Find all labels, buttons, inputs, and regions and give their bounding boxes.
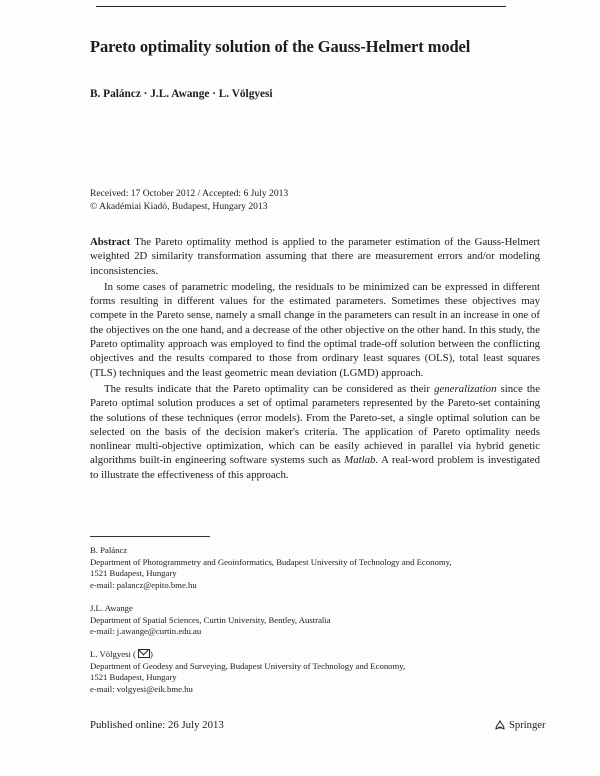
affiliation-name: L. Völgyesi [90,649,131,659]
published-online: Published online: 26 July 2013 [90,719,224,731]
close-paren: ) [149,649,153,659]
abstract-paragraph-3 [90,382,540,482]
author-list: B. Paláncz · J.L. Awange · L. Völgyesi [90,88,273,100]
received-block [90,188,288,213]
affiliation-awange [90,603,560,638]
abstract-text-3c: . A real-word problem is investigated to illustrate the effectiveness of this approach. [90,454,540,481]
abstract-label: Abstract [90,236,131,248]
publisher-logo [494,719,545,731]
affiliation-address: 1521 Budapest, Hungary [90,672,177,683]
affiliation-name: B. Paláncz [90,545,128,555]
affiliation-department: Department of Photogrammetry and Geoinformatics, Budapest University of Technology and Economy, [90,556,452,567]
affiliation-email[interactable]: e-mail: volgyesi@eik.bme.hu [90,683,193,694]
abstract-text-3a: The results indicate that the Pareto optimality can be considered as their [104,382,435,395]
affiliation-volgyesi [90,649,560,695]
corresponding-author-envelope-icon [138,649,150,658]
springer-logo-icon [494,719,506,731]
open-paren: ( [133,649,136,659]
abstract-text-1: The Pareto optimality method is applied to the parameter estimation of the Gauss-Helmert weighted 2D similarity transformation assuming that there are measurement errors and/or modeling inconsistencies. [90,236,541,277]
copyright-line: © Akadémiai Kiadó, Budapest, Hungary 2013 [90,200,268,212]
affiliation-address: 1521 Budapest, Hungary [90,568,177,579]
paper-title: Pareto optimality solution of the Gauss-Helmert model [90,37,471,56]
received-date: Received: 17 October 2012 / Accepted: 6 July 2013 [90,188,289,199]
abstract-paragraph-1 [90,235,540,278]
top-rule [96,6,506,7]
emphasis-matlab: Matlab [344,454,376,467]
footnote-rule [90,536,210,537]
affiliation-department: Department of Spatial Sciences, Curtin University, Bentley, Australia [90,614,331,625]
affiliation-email[interactable]: e-mail: j.awange@curtin.edu.au [90,626,202,637]
abstract [90,235,540,484]
affiliation-name-row [90,649,560,661]
affiliation-email[interactable]: e-mail: palancz@epito.bme.hu [90,579,197,590]
emphasis-generalization: generalization [434,382,497,395]
affiliation-palancz [90,545,560,591]
abstract-text-3b: since the Pareto optimal solution produces a set of optimal parameters represented by the Pareto-set containing the solutions of these techniques (error models). From the Pareto-set, a single optimal solution can be selected on the basis of the decision maker's criteria. The application of Pareto optimality needs nonlinear multi-objective optimization, which can be easily achieved in parallel via hybrid genetic algorithms built-in engineering software systems such as [90,382,541,467]
publisher-name: Springer [509,719,546,731]
affiliation-department: Department of Geodesy and Surveying, Budapest University of Technology and Economy, [90,660,406,671]
affiliation-name: J.L. Awange [90,603,133,613]
abstract-paragraph-2: In some cases of parametric modeling, the residuals to be minimized can be expressed in different forms resulting in different values for the estimated parameters. Sometimes these objectives may compete in the Pareto sense, namely a small change in the parameters can result in an increase in one of the objectives on the one hand, and a decrease of the other objective on the other hand. In this study, the Pareto optimality approach was employed to find the optimal trade-off solution between the conflicting objectives and the results compared to those from ordinary least squares (OLS), total least squares (TLS) techniques and the least geometric mean deviation (LGMD) approach. [90,280,540,379]
